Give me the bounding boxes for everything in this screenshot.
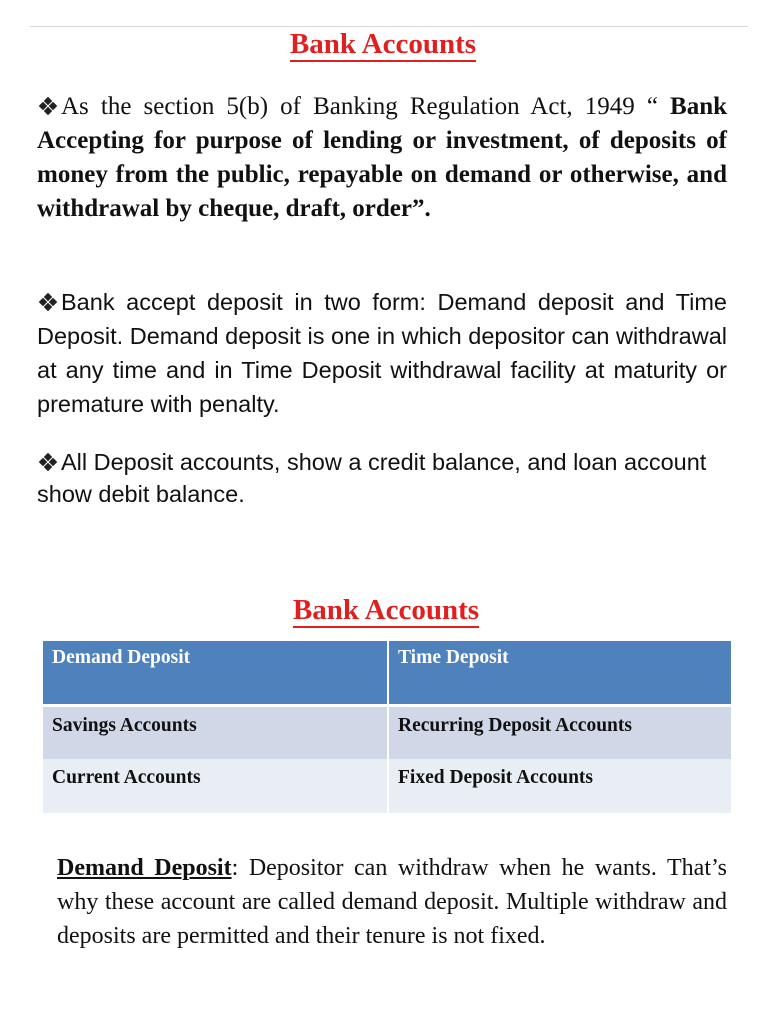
table-row — [43, 759, 731, 813]
four-diamond-bullet-icon — [37, 98, 59, 114]
bullet-deposit-forms — [37, 285, 727, 421]
bullet-1-lead-text: As the section 5(b) of Banking Regulation Act, 1949 “ — [61, 93, 658, 120]
definition-text: : Depositor can withdraw when he wants. That’s why these account are called demand deposit. Multiple withdraw and deposits are permitted and their tenure is not fixed. — [57, 855, 727, 949]
four-diamond-bullet-icon — [37, 454, 59, 470]
table-header-time-deposit: Time Deposit — [388, 641, 731, 705]
four-diamond-bullet-icon — [37, 294, 59, 310]
table-cell-current-accounts: Current Accounts — [43, 759, 388, 813]
table-header-row — [43, 641, 731, 705]
bank-accounts-table — [43, 641, 731, 813]
table-row — [43, 705, 731, 759]
table-cell-recurring-deposit-accounts: Recurring Deposit Accounts — [388, 705, 731, 759]
table-cell-savings-accounts: Savings Accounts — [43, 705, 388, 759]
bullet-2-text: Bank accept deposit in two form: Demand deposit and Time Deposit. Demand deposit is one in which depositor can withdrawal at any time and in Time Deposit withdrawal facility at maturity or premature with penalty. — [37, 289, 727, 417]
bullet-balance-types — [37, 446, 727, 510]
table-title-text: Bank Accounts — [293, 595, 479, 628]
bullet-1-bold-text: Bank Accepting for purpose of lending or investment, of deposits of money from the public, repayable on demand or otherwise, and withdrawal by cheque, draft, order”. — [37, 93, 727, 222]
page-title-text: Bank Accounts — [290, 29, 476, 62]
top-divider — [30, 26, 748, 27]
table-cell-fixed-deposit-accounts: Fixed Deposit Accounts — [388, 759, 731, 813]
page-title — [0, 28, 768, 62]
demand-deposit-definition — [57, 851, 727, 953]
table-title — [0, 594, 768, 628]
bullet-3-text: All Deposit accounts, show a credit balance, and loan account show debit balance. — [37, 449, 707, 507]
table-header-demand-deposit: Demand Deposit — [43, 641, 388, 705]
bullet-definition-section — [37, 90, 727, 226]
definition-term: Demand Deposit — [57, 855, 232, 881]
